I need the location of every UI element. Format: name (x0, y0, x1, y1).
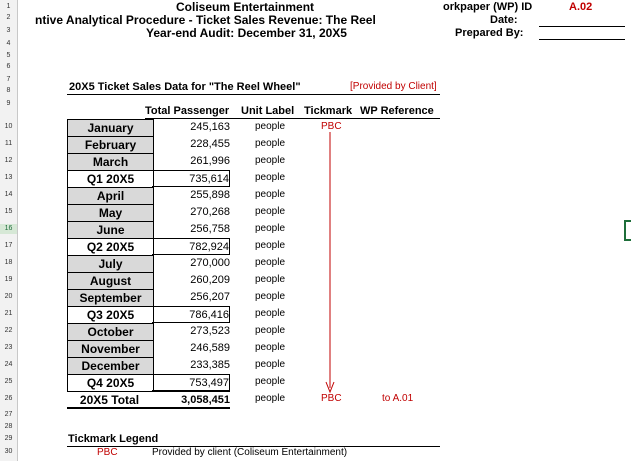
passenger-value[interactable]: 735,614 (152, 170, 230, 187)
row-number[interactable]: 19 (4, 276, 13, 283)
month-label[interactable]: December (67, 357, 154, 374)
prepared-by-label: Prepared By: (455, 27, 524, 39)
unit-label[interactable]: people (255, 121, 286, 132)
legend-text: Provided by client (Coliseum Entertainment) (152, 447, 348, 458)
source-note: [Provided by Client] (350, 81, 437, 92)
row-number[interactable]: 7 (6, 76, 11, 83)
unit-label[interactable]: people (255, 376, 286, 387)
quarter-label[interactable]: Q3 20X5 (67, 306, 154, 323)
col-header-ref: WP Reference (360, 105, 434, 117)
passenger-value[interactable]: 753,497 (152, 374, 230, 391)
month-label[interactable]: July (67, 255, 154, 272)
unit-label[interactable]: people (255, 172, 286, 183)
legend-title: Tickmark Legend (68, 433, 159, 445)
passenger-value[interactable]: 233,385 (190, 359, 230, 371)
unit-label[interactable]: people (255, 240, 286, 251)
row-number[interactable]: 13 (4, 174, 13, 181)
row-number[interactable]: 16 (0, 224, 17, 234)
unit-label[interactable]: people (255, 223, 286, 234)
passenger-value[interactable]: 786,416 (152, 306, 230, 323)
unit-label[interactable]: people (255, 206, 286, 217)
table-title-underline (67, 94, 440, 95)
row-number[interactable]: 11 (4, 140, 13, 147)
month-label[interactable]: May (67, 204, 154, 221)
tickmark-arrow (324, 130, 336, 396)
unit-label[interactable]: people (255, 325, 286, 336)
month-label[interactable]: January (67, 119, 154, 136)
unit-label[interactable]: people (255, 274, 286, 285)
audit-title: Year-end Audit: December 31, 20X5 (146, 26, 347, 40)
selected-cell-marker (624, 220, 631, 241)
unit-label[interactable]: people (255, 291, 286, 302)
passenger-value[interactable]: 273,523 (190, 325, 230, 337)
row-number[interactable]: 27 (4, 411, 13, 418)
row-number[interactable]: 1 (6, 3, 11, 10)
unit-label[interactable]: people (255, 189, 286, 200)
unit-label[interactable]: people (255, 308, 286, 319)
row-number[interactable]: 26 (4, 395, 13, 402)
row-number[interactable]: 17 (4, 242, 13, 249)
row-number[interactable]: 20 (4, 293, 13, 300)
wp-id-value[interactable]: A.02 (569, 1, 593, 13)
unit-label[interactable]: people (255, 342, 286, 353)
month-label[interactable]: October (67, 323, 154, 340)
month-label[interactable]: November (67, 340, 154, 357)
quarter-label[interactable]: Q4 20X5 (67, 374, 154, 391)
table-title: 20X5 Ticket Sales Data for "The Reel Wheel" (69, 81, 301, 93)
row-number[interactable]: 24 (4, 361, 13, 368)
tickmark-pbc[interactable]: PBC (321, 121, 342, 132)
row-number[interactable]: 23 (4, 344, 13, 351)
month-label[interactable]: August (67, 272, 154, 289)
row-number[interactable]: 30 (4, 448, 13, 455)
passenger-value[interactable]: 246,589 (190, 342, 230, 354)
row-number[interactable]: 14 (4, 191, 13, 198)
company-title: Coliseum Entertainment (176, 0, 315, 14)
row-number[interactable]: 22 (4, 327, 13, 334)
date-field-line (539, 26, 625, 27)
col-header-tickmark: Tickmark (304, 105, 353, 117)
row-number[interactable]: 15 (4, 208, 13, 215)
col-header-passenger: Total Passenger (145, 105, 230, 117)
passenger-value[interactable]: 256,207 (190, 291, 230, 303)
passenger-value[interactable]: 228,455 (190, 138, 230, 150)
row-number[interactable]: 3 (6, 27, 11, 34)
row-number[interactable]: 6 (6, 63, 11, 70)
total-label[interactable]: 20X5 Total (67, 391, 152, 409)
month-label[interactable]: February (67, 136, 154, 153)
col-header-unit: Unit Label (241, 105, 295, 117)
legend-code: PBC (97, 447, 118, 458)
passenger-value[interactable]: 782,924 (152, 238, 230, 255)
label-column-bottom-border (67, 391, 154, 392)
wp-reference[interactable]: to A.01 (382, 393, 414, 404)
row-number[interactable]: 9 (6, 100, 11, 107)
row-number[interactable]: 29 (4, 435, 13, 442)
row-number[interactable]: 8 (6, 87, 11, 94)
tickmark-pbc[interactable]: PBC (321, 393, 342, 404)
procedure-title: ntive Analytical Procedure - Ticket Sales Revenue: The Reel (35, 13, 376, 27)
total-value[interactable]: 3,058,451 (152, 391, 230, 409)
row-number[interactable]: 2 (6, 14, 11, 21)
passenger-value[interactable]: 261,996 (190, 155, 230, 167)
passenger-value[interactable]: 245,163 (190, 121, 230, 133)
row-number[interactable]: 5 (6, 52, 11, 59)
passenger-value[interactable]: 270,268 (190, 206, 230, 218)
row-number[interactable]: 28 (4, 423, 13, 430)
worksheet (18, 0, 631, 461)
prepared-by-field-line (539, 39, 625, 40)
month-label[interactable]: June (67, 221, 154, 238)
date-label: Date: (490, 14, 518, 26)
unit-label[interactable]: people (255, 359, 286, 370)
unit-label[interactable]: people (255, 393, 286, 404)
unit-label[interactable]: people (255, 138, 286, 149)
row-number[interactable]: 12 (4, 157, 13, 164)
quarter-label[interactable]: Q1 20X5 (67, 170, 154, 187)
unit-label[interactable]: people (255, 155, 286, 166)
month-label[interactable]: March (67, 153, 154, 170)
row-number[interactable]: 21 (4, 310, 13, 317)
unit-label[interactable]: people (255, 257, 286, 268)
row-number[interactable]: 18 (4, 259, 13, 266)
quarter-label[interactable]: Q2 20X5 (67, 238, 154, 255)
passenger-value[interactable]: 255,898 (190, 189, 230, 201)
month-label[interactable]: September (67, 289, 154, 306)
month-label[interactable]: April (67, 187, 154, 204)
passenger-value[interactable]: 270,000 (190, 257, 230, 269)
row-number[interactable]: 10 (4, 123, 13, 130)
passenger-value[interactable]: 256,758 (190, 223, 230, 235)
wp-id-label: orkpaper (WP) ID (443, 1, 533, 13)
row-number[interactable]: 25 (4, 378, 13, 385)
row-header (0, 0, 18, 461)
passenger-value[interactable]: 260,209 (190, 274, 230, 286)
row-number[interactable]: 4 (6, 40, 11, 47)
